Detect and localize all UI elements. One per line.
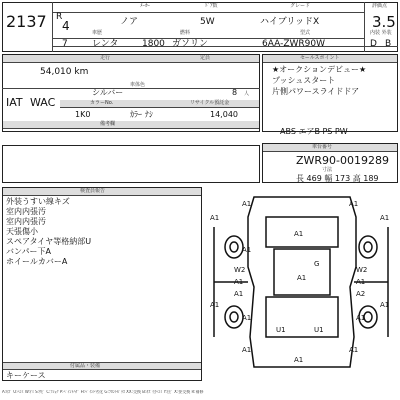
damage-mark: A1 (380, 214, 390, 222)
equipment: ABS エアB PS PW (280, 127, 348, 136)
label-seats: 定員 (200, 55, 211, 61)
label-intext: 内装 外装 (370, 30, 392, 36)
doors: 5W (200, 17, 215, 27)
repaint-label: ｶﾗｰ (130, 110, 142, 119)
accessories-value: キーケース (6, 371, 46, 380)
damage-mark: A1 (356, 278, 366, 286)
trans-1: IAT (6, 96, 23, 109)
exterior-score: B (385, 39, 392, 49)
damage-mark: A1 (210, 214, 220, 222)
grade: ハイブリッドX (260, 17, 320, 27)
selling-item: ★オークションデビュー★ (272, 65, 367, 74)
damage-mark: W2 (356, 266, 368, 274)
damage-mark: G (314, 260, 320, 268)
recycle-price: 14,040 (210, 110, 238, 119)
damage-mark: U1 (276, 326, 286, 334)
lot-number: 2137 (6, 12, 47, 31)
accessories-title: 付属品・装備 (70, 363, 101, 369)
damage-mark: A1 (297, 274, 307, 282)
damage-mark: W2 (234, 266, 246, 274)
selling-item: 片側パワースライドドア (272, 87, 360, 96)
damage-mark: A1 (234, 290, 244, 298)
damage-mark: A1 (356, 314, 366, 322)
month: 7 (62, 39, 68, 49)
damage-mark: A1 (380, 301, 390, 309)
inspector-item: 外装うすい線キズ (6, 197, 70, 206)
inspector-item: 天張傷小 (6, 227, 38, 236)
label-doors: ﾄﾞｱ数 (205, 3, 218, 9)
inspector-item: ホイールカバーA (6, 257, 68, 266)
inspector-title: 検査員報告 (80, 188, 106, 194)
repaint-value: ﾅｼ (145, 110, 153, 119)
chassis-number: ZWR90-0019289 (296, 154, 390, 167)
fuel: ガソリン (172, 39, 209, 49)
notes-box (2, 145, 260, 183)
damage-mark: U1 (314, 326, 324, 334)
label-type: 型式 (300, 30, 311, 36)
score: 3.5 (372, 13, 396, 31)
inspector-item: 室内内張汚 (6, 217, 46, 226)
year: 4 (62, 19, 70, 33)
model-code: 6AA-ZWR90W (262, 39, 326, 49)
damage-mark: A1 (294, 230, 304, 238)
damage-mark: A1 (349, 346, 359, 354)
inspector-item: スペアタイヤ等格納部U (6, 237, 92, 246)
dimensions: 長 469 幅 173 高 189 (296, 174, 379, 183)
legend-footer: A:ｷｽﾞ U:ﾍｺﾐ W:ﾅﾐ S:ｻﾋﾞ C:ﾌｼｮｸ P:ﾍﾟｲﾝﾄﾊｹﾞ H:ﾍﾟｲﾝﾄ劣化 G:ﾌﾛﾝﾄｶﾞﾗｽ XX:交換 B:ｷｽﾞ付ﾍｺﾐ Y:ﾋﾋﾞ X:要交換 R:補修 (2, 390, 204, 394)
maker: ノア (120, 17, 139, 27)
chassis-title: 車台番号 (312, 144, 333, 150)
inspector-item: バンパー下A (6, 247, 51, 256)
mileage: 54,010 km (40, 67, 89, 77)
usage: レンタ (92, 39, 119, 49)
car-diagram (204, 187, 398, 381)
selling-item: プッシュスタート (272, 76, 336, 85)
label-mileage: 走行 (100, 55, 111, 61)
damage-mark: A2 (356, 290, 366, 298)
color: シルバー (92, 88, 124, 97)
damage-mark: A1 (242, 246, 252, 254)
label-fuel: 燃料 (180, 30, 191, 36)
year-era: R (56, 12, 63, 22)
damage-mark: A1 (210, 301, 220, 309)
label-color-no: カラーNo. (90, 100, 114, 106)
damage-mark: A1 (242, 200, 252, 208)
label-notes: 備考欄 (100, 121, 116, 127)
label-maker: ﾒｰｶｰ (140, 3, 151, 9)
seats: 8 (232, 88, 238, 97)
damage-mark: A1 (349, 200, 359, 208)
damage-mark: A1 (294, 356, 304, 364)
chassis-sub: 寸法 (322, 167, 333, 173)
inspector-item: 室内内張汚 (6, 207, 46, 216)
label-price: リサイクル預託金 (190, 100, 230, 106)
displacement: 1800 (142, 39, 165, 49)
label-usage: 車歴 (92, 30, 103, 36)
interior-score: D (370, 39, 377, 49)
damage-mark: A1 (234, 278, 244, 286)
label-color: 車体色 (130, 82, 146, 88)
color-number: 1K0 (75, 110, 91, 119)
trans-2: WAC (30, 96, 56, 109)
damage-mark: A1 (242, 314, 252, 322)
seats-unit: 人 (244, 91, 250, 97)
label-grade: グレード (290, 3, 311, 9)
label-score: 評価点 (372, 3, 388, 9)
selling-title: セールスポイント (300, 55, 340, 61)
damage-mark: A1 (242, 346, 252, 354)
